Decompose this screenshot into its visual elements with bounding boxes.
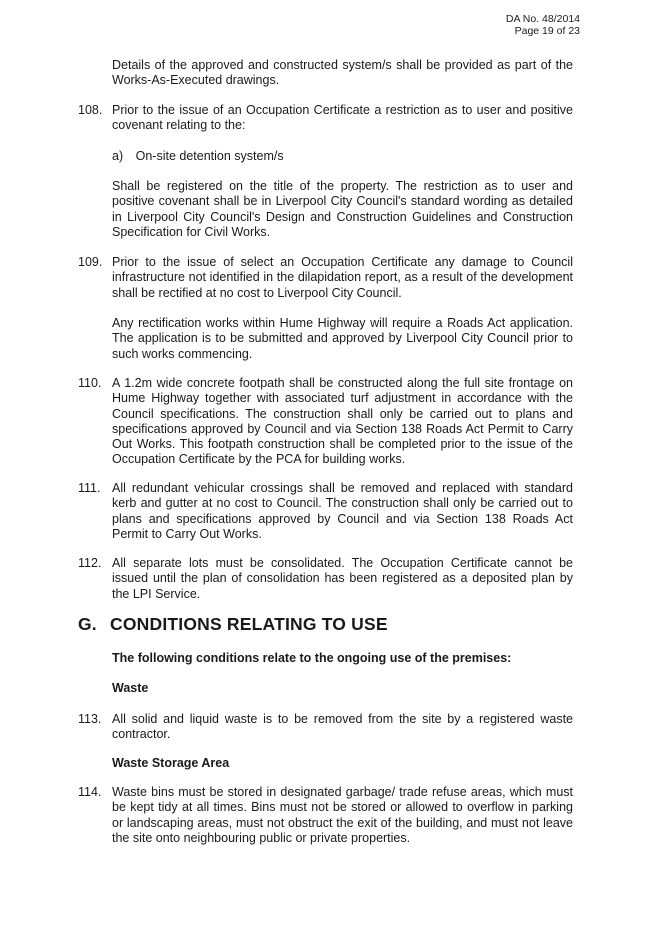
section-letter: G. <box>78 614 97 634</box>
condition-text-111: All redundant vehicular crossings shall be removed and replaced with standard kerb and gutter at no cost to Council. The construction shall only be carried out to plans and specifications approved by Council and via Section 138 Roads Act Permit to Carry Out Works. <box>112 481 573 541</box>
condition-number-110: 110. <box>78 376 102 390</box>
condition-extra-109: Any rectification works within Hume Highway will require a Roads Act application. The application is to be submitted and approved by Liverpool City Council prior to such works commencing. <box>112 316 573 361</box>
page-number: Page 19 of 23 <box>514 25 580 37</box>
da-number: DA No. 48/2014 <box>505 13 580 25</box>
condition-number-108: 108. <box>78 103 103 117</box>
condition-extra-108: Shall be registered on the title of the property. The restriction as to user and positive covenant shall be in Liverpool City Council's standard wording as detailed in Liverpool City Council's Design and Construction Guidelines and Construction Specification for Civil Works. <box>112 179 573 239</box>
subsection-heading-waste-storage: Waste Storage Area <box>112 756 230 770</box>
condition-number-109: 109. <box>78 255 103 269</box>
continuation-paragraph: Details of the approved and constructed system/s shall be provided as part of the Works-As-Executed drawings. <box>112 58 573 88</box>
subsection-heading-waste: Waste <box>112 681 149 695</box>
section-heading <box>78 614 388 635</box>
condition-text-109: Prior to the issue of select an Occupation Certificate any damage to Council infrastructure not identified in the dilapidation report, as a result of the development shall be rectified at no cost to Liverpool City Council. <box>112 255 573 300</box>
condition-text-113: All solid and liquid waste is to be removed from the site by a registered waste contractor. <box>112 712 573 742</box>
condition-text-110: A 1.2m wide concrete footpath shall be constructed along the full site frontage on Hume Highway together with associated turf adjustment in accordance with the Council specifications. The construction shall only be carried out to plans and specifications approved by Council and via Section 138 Roads Act Permit to Carry Out Works. This footpath construction shall be completed prior to the issue of the Occupation Certificate by the PCA for building works. <box>112 376 573 467</box>
condition-text-114: Waste bins must be stored in designated garbage/ trade refuse areas, which must be kept tidy at all times. Bins must not be stored or allowed to overflow in parking or landscaping areas, must not obstruct the exit of the building, and must not leave the site onto neighbouring public or private properties. <box>112 785 573 845</box>
condition-text-108: Prior to the issue of an Occupation Certificate a restriction as to user and positive covenant relating to the: <box>112 103 573 133</box>
condition-number-114: 114. <box>78 785 102 799</box>
page-header <box>506 13 580 37</box>
condition-text-112: All separate lots must be consolidated. The Occupation Certificate cannot be issued until the plan of consolidation has been registered as a deposited plan by the LPI Service. <box>112 556 573 601</box>
condition-subitem-108: a) On-site detention system/s <box>112 149 284 163</box>
section-intro: The following conditions relate to the ongoing use of the premises: <box>112 651 512 665</box>
section-title: CONDITIONS RELATING TO USE <box>110 614 388 634</box>
condition-number-111: 111. <box>78 481 101 495</box>
condition-number-112: 112. <box>78 556 102 570</box>
condition-number-113: 113. <box>78 712 102 726</box>
